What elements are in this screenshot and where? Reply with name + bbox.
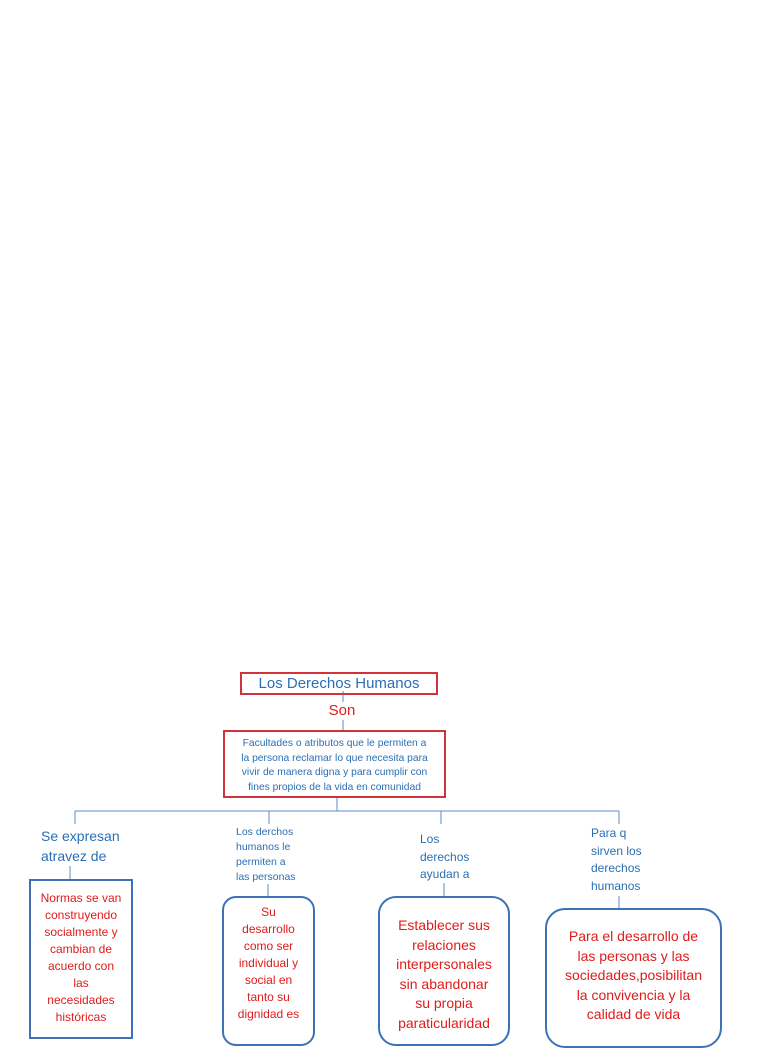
- branch-3-box-text: Establecer sus relaciones interpersonales sin abandonar su propia paraticularidad: [396, 917, 492, 1031]
- branch-1-label: Se expresan atravez de: [41, 828, 120, 864]
- definition-text: Facultades o atributos que le permiten a la persona reclamar lo que necesita para vivir de manera digna y para cumplir con fines propios de la vida en comunidad: [241, 738, 428, 793]
- son-connector-label: Son: [328, 702, 356, 719]
- branch-2-label: Los derchos humanos le permiten a las personas: [236, 826, 296, 883]
- branch-1-box: [29, 879, 133, 1039]
- branch-3-label: Los derechos ayudan a: [420, 832, 470, 881]
- branch-4-box: [545, 908, 722, 1048]
- branch-4-box-text: Para el desarrollo de las personas y las sociedades,posibilitan la convivencia y la calidad de vida: [565, 928, 702, 1022]
- branch-1-box-text: Normas se van construyendo socialmente y cambian de acuerdo con las necesidades históricas: [40, 891, 122, 1024]
- definition-box: [223, 730, 446, 798]
- branch-4-label: Para q sirven los derechos humanos: [591, 826, 642, 893]
- title-box: Los Derechos Humanos: [240, 672, 438, 695]
- branch-2-box-text: Su desarrollo como ser individual y social en tanto su dignidad es: [237, 905, 300, 1021]
